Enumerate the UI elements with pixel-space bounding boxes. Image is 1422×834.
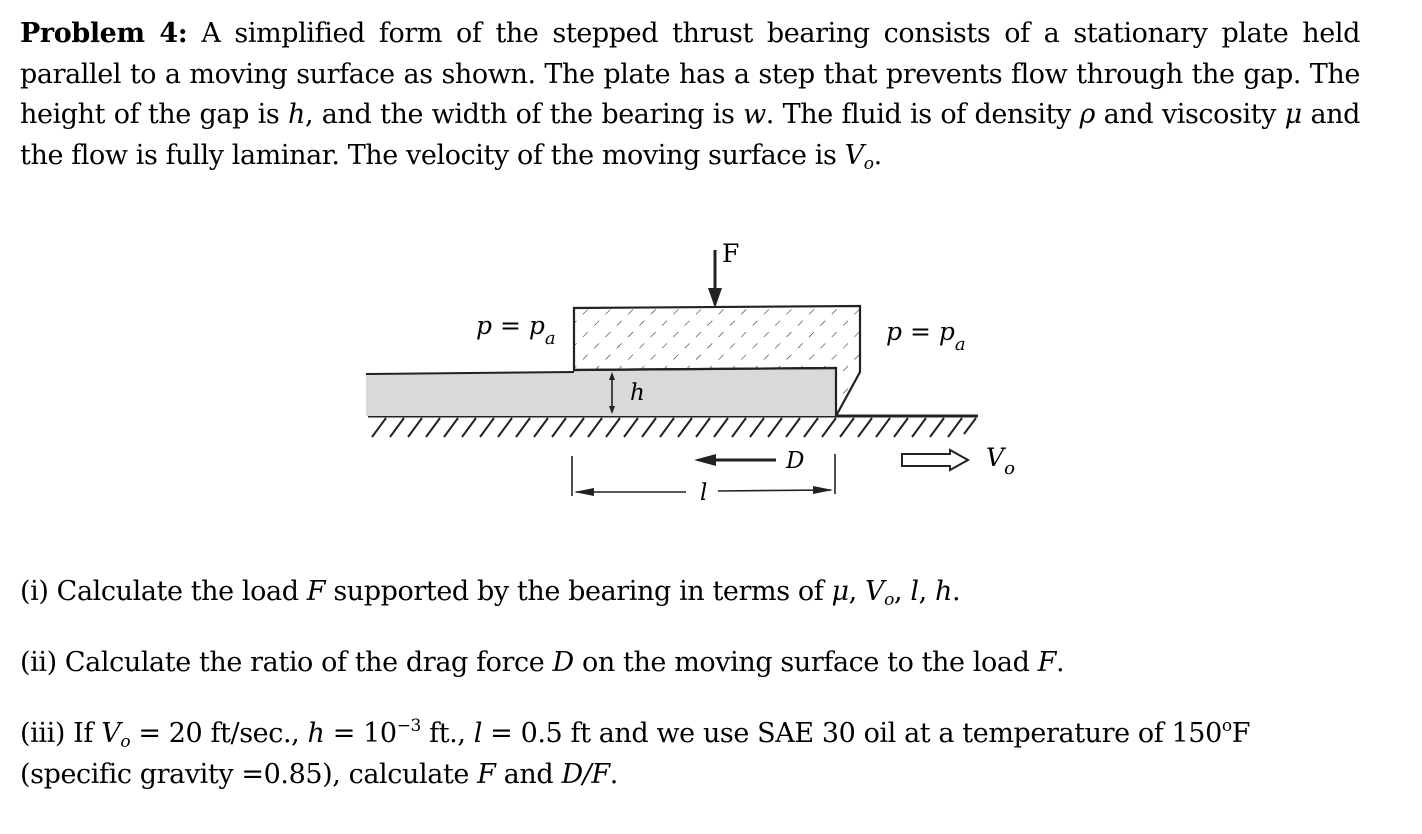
symbol-subscript-o: o — [120, 732, 131, 752]
drag-label: D — [786, 448, 805, 474]
question-2 — [20, 643, 1064, 684]
q1-text: . — [951, 576, 961, 607]
statement-text: . — [873, 139, 882, 171]
problem-label: Problem 4: — [20, 18, 188, 49]
symbol-V: V — [101, 718, 121, 749]
symbol-DF: D/F — [561, 758, 610, 790]
q1-text: , — [893, 576, 911, 607]
symbol-l: l — [910, 576, 919, 607]
length-arrow-right — [813, 486, 833, 494]
symbol-l: l — [473, 718, 482, 749]
question-1 — [20, 572, 960, 613]
symbol-V: V — [844, 139, 864, 171]
symbol-F: F — [306, 576, 326, 607]
question-3 — [20, 714, 1250, 795]
symbol-w: w — [743, 99, 766, 131]
symbol-h: h — [934, 576, 952, 607]
q3-text: = 10 — [324, 718, 397, 749]
bearing-diagram — [350, 230, 1030, 510]
gap-label: h — [630, 380, 645, 406]
q2-text: (ii) Calculate the ratio of the drag force — [20, 647, 553, 678]
symbol-rho: ρ — [1079, 99, 1096, 131]
length-label: l — [700, 480, 708, 506]
pressure-right-sub: a — [954, 334, 966, 355]
symbol-subscript-o: o — [884, 590, 894, 610]
exponent: −3 — [396, 716, 421, 736]
q2-text: on the moving surface to the load — [573, 647, 1038, 678]
symbol-D: D — [552, 647, 574, 678]
velocity-sub: o — [1004, 458, 1015, 479]
velocity-arrow — [902, 450, 968, 470]
q3-text: (specific gravity =0.85), calculate — [20, 758, 478, 790]
statement-text: and the flow is fully laminar. The velocity of the moving surface is — [20, 99, 1361, 171]
statement-text: , and the width of the bearing is — [304, 99, 744, 131]
q3-text: ft., — [420, 718, 474, 749]
pressure-right-text: p = p — [886, 317, 955, 346]
statement-text: . The fluid is of density — [765, 99, 1080, 131]
velocity-V: V — [986, 443, 1005, 472]
load-label: F — [722, 239, 740, 268]
symbol-F: F — [477, 758, 496, 790]
q3-text: = 20 ft/sec., — [130, 718, 308, 749]
symbol-F: F — [1037, 647, 1057, 678]
q3-text: F — [1231, 718, 1251, 749]
ground-hatch — [372, 418, 976, 437]
velocity-label — [986, 443, 1015, 479]
symbol-h: h — [287, 99, 305, 131]
q3-text: = 0.5 ft and we use SAE 30 oil at a temperature of 150 — [481, 718, 1222, 749]
pressure-left-text: p = p — [476, 311, 545, 340]
symbol-mu: μ — [1284, 99, 1302, 131]
symbol-h: h — [307, 718, 325, 749]
statement-text: A simplified form of the stepped thrust bearing consists of a stationary plate held parallel to a moving surface as shown. The plate has a step that prevents flow through the gap. The height of the gap is — [20, 18, 1360, 131]
q3-text: (iii) If — [20, 718, 102, 749]
q1-text: , — [848, 576, 866, 607]
symbol-mu: μ — [831, 576, 849, 607]
q1-text: , — [918, 576, 935, 607]
pressure-left-sub: a — [544, 328, 556, 349]
symbol-V: V — [865, 576, 885, 607]
pressure-right — [886, 317, 966, 355]
drag-arrow-head — [694, 454, 716, 466]
fluid-layer — [366, 368, 836, 416]
pressure-left — [476, 311, 556, 349]
length-arrow-left — [574, 488, 594, 496]
q3-text: . — [609, 758, 618, 790]
symbol-subscript-o: o — [863, 153, 874, 174]
q2-text: . — [1056, 647, 1065, 678]
load-arrow-head — [708, 288, 722, 308]
q3-text: and — [495, 758, 562, 790]
q1-text: (i) Calculate the load — [20, 576, 307, 607]
statement-text: and viscosity — [1095, 99, 1285, 131]
degree-symbol: o — [1221, 716, 1232, 736]
problem-statement — [20, 14, 1360, 176]
q1-text: supported by the bearing in terms of — [325, 576, 832, 607]
